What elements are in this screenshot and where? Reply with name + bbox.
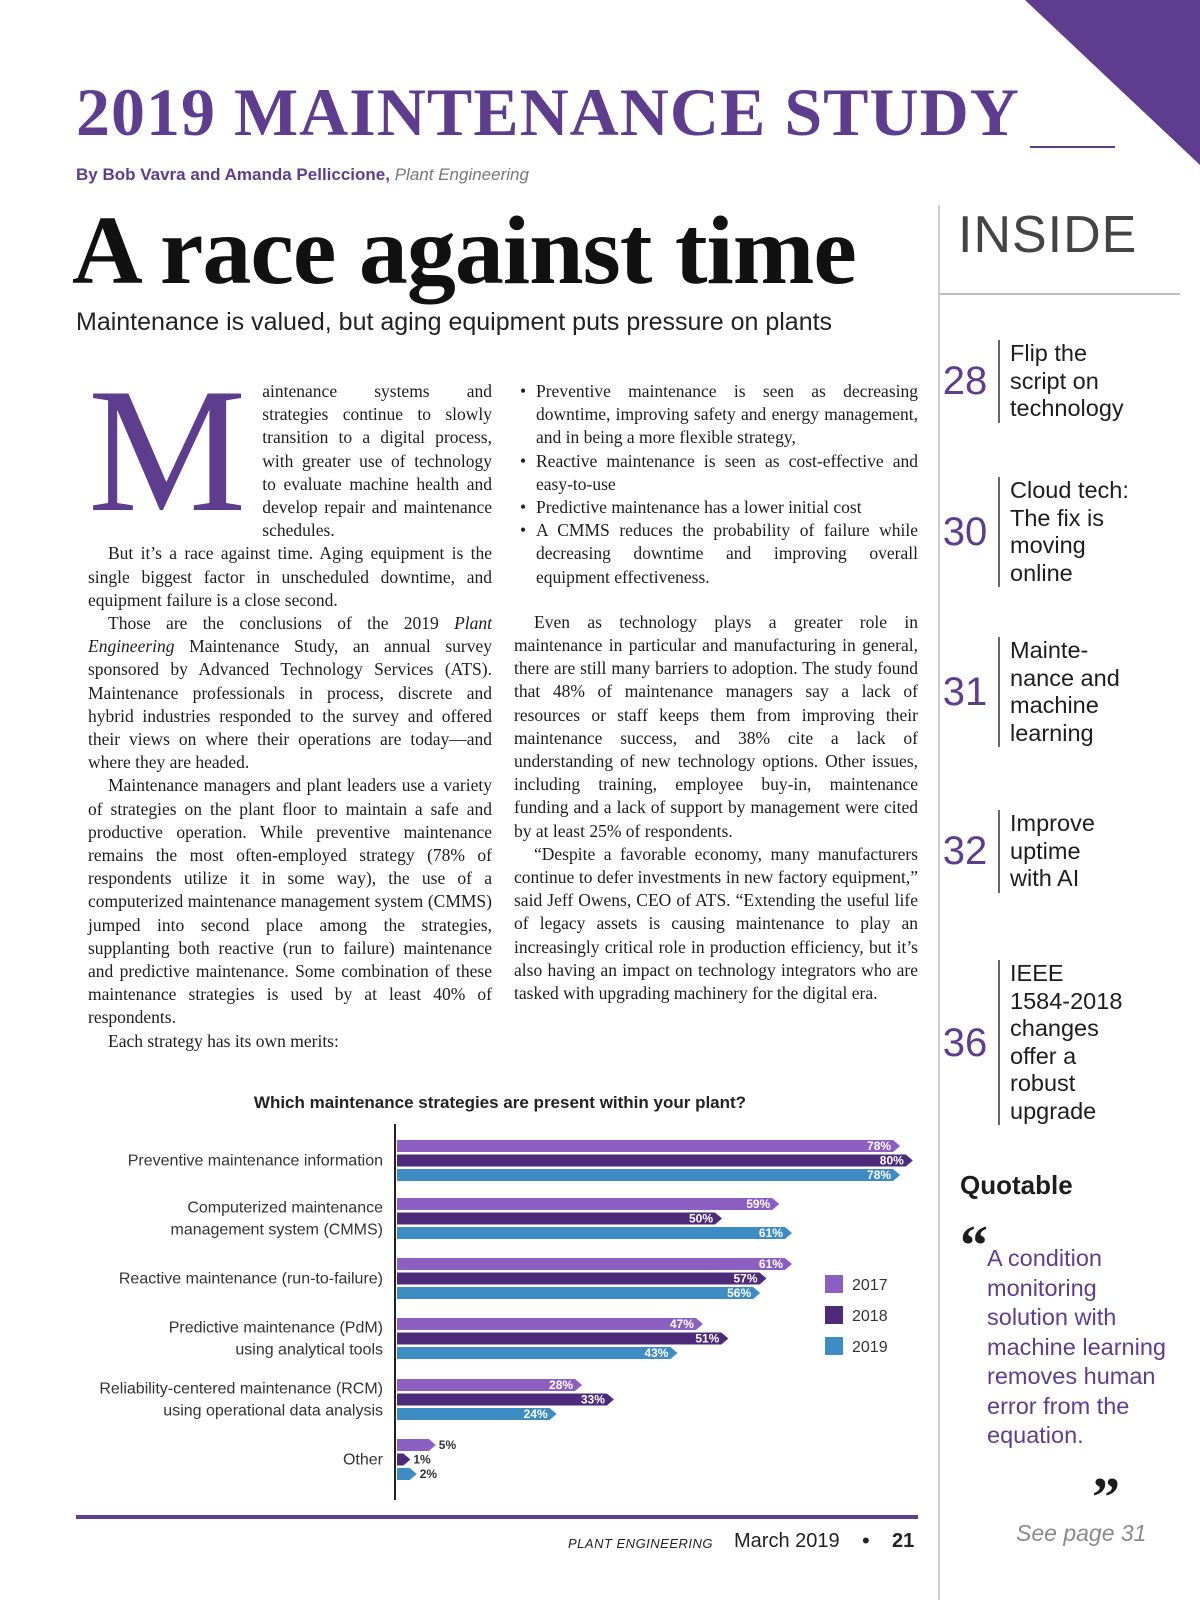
toc-item-page-31 <box>940 637 1190 747</box>
legend-label-2018: 2018 <box>852 1308 888 1325</box>
paragraph-5: Each strategy has its own merits: <box>108 1030 339 1051</box>
merits-list <box>514 380 918 589</box>
inside-rule <box>940 293 1180 295</box>
toc-divider <box>998 810 1000 893</box>
paragraph-1: Maintenance systems and strategies continue to slowly transition to a digital process, with greater use of technology to evaluate machine health and develop repair and maintenance schedules. <box>88 351 492 549</box>
paragraph-3: Those are the conclusions of the 2019 Plant Engineering Maintenance Study, an annual survey sponsored by Advanced Technology Services (ATS). Maintenance professionals in process, discrete and hybrid industries responded to the survey and offered their views on where their operations are today—and where they are headed. <box>88 613 492 773</box>
corner-accent-graphic <box>1025 0 1200 170</box>
footer-date: March 2019 <box>734 1530 840 1552</box>
toc-title: Improve uptime with AI <box>1010 810 1095 891</box>
toc-item-page-36 <box>940 960 1190 1125</box>
bar-2018 <box>397 1273 767 1285</box>
category-label: Computerized maintenance management system (CMMS) <box>170 1199 383 1239</box>
bar-value-label: 61% <box>758 1226 783 1240</box>
toc-item-page-30 <box>940 477 1190 587</box>
bar-value-label: 61% <box>758 1257 783 1271</box>
bar-value-label: 56% <box>727 1286 752 1300</box>
bar-value-label: 24% <box>523 1407 548 1421</box>
bar-value-label: 33% <box>580 1392 605 1407</box>
bar-2018 <box>397 1155 913 1167</box>
toc-page-number: 28 <box>942 359 988 404</box>
deck-subheadline: Maintenance is valued, but aging equipment puts pressure on plants <box>76 308 833 336</box>
list-item: • Reactive maintenance is seen as cost-effective and easy-to-use <box>514 450 918 496</box>
drop-cap: M <box>88 351 247 549</box>
bar-value-label: 5% <box>438 1438 457 1452</box>
legend-swatch-2018 <box>825 1306 843 1324</box>
bar-2019 <box>397 1287 760 1299</box>
bar-value-label: 28% <box>549 1378 574 1392</box>
paragraph-2: But it’s a race against time. Aging equipment is the single biggest factor in unscheduled downtime, and equipment failure is a close second. <box>88 543 492 610</box>
legend-swatch-2017 <box>825 1275 843 1293</box>
bar-value-label: 78% <box>867 1139 892 1153</box>
toc-divider <box>998 637 1000 747</box>
toc-page-number: 31 <box>942 670 988 714</box>
article-column-left <box>88 351 492 1053</box>
paragraph-7: “Despite a favorable economy, many manufacturers continue to defer investments in new factory equipment,” said Jeff Owens, CEO of ATS. “Extending the useful life of legacy assets is causing maintenance to play an increasingly critical role in production efficiency, but it’s also having an impact on technology integrators who are tasked with upgrading machinery for the digital era. <box>514 843 918 1004</box>
category-label: Other <box>342 1451 383 1469</box>
list-item: • Predictive maintenance has a lower initial cost <box>514 496 918 519</box>
category-label: Preventive maintenance information <box>127 1152 383 1170</box>
legend-label-2019: 2019 <box>852 1339 888 1356</box>
list-item: • Preventive maintenance is seen as decreasing downtime, improving safety and energy management, and in being a more flexible strategy, <box>514 380 918 450</box>
paragraph-4: Maintenance managers and plant leaders use a variety of strategies on the plant floor to maintain a safe and productive operation. While preventive maintenance remains the most often-employed strategy (78% of respondents utilize it in some way), the use of a computerized maintenance management system (CMMS) jumped into second place among the strategies, supplanting both reactive (run to failure) maintenance and predictive maintenance. Some combination of these maintenance strategies is used by at least 40% of respondents. <box>88 775 492 1028</box>
toc-title: Flip the script on technology <box>1010 340 1124 421</box>
toc-item-page-28 <box>940 340 1190 423</box>
legend-label-2017: 2017 <box>852 1277 888 1294</box>
quotable-label: Quotable <box>960 1170 1073 1200</box>
list-item: • A CMMS reduces the probability of failure while decreasing downtime and improving overall equipment effectiveness. <box>514 519 918 589</box>
category-label: Reactive maintenance (run-to-failure) <box>118 1270 383 1288</box>
bar-value-label: 43% <box>644 1346 669 1360</box>
bar-2018 <box>397 1333 728 1345</box>
pull-quote: A condition monitoring solution with machine learning removes human error from the equation. <box>987 1245 1166 1448</box>
bar-value-label: 1% <box>413 1452 431 1467</box>
paragraph-6: Even as technology plays a greater role in maintenance in particular and manufacturing in general, there are still many barriers to adoption. The study found that 48% of maintenance managers say a lack of resources or staff keeps them from improving their maintenance success, and 38% cite a lack of understanding of new technology options. Other issues, including training, employee buy-in, maintenance funding and a lack of support by management were cited by at least 25% of respondents. <box>514 611 918 841</box>
footer-page-number: 21 <box>892 1530 915 1552</box>
section-title: 2019 MAINTENANCE STUDY <box>76 74 1020 150</box>
bar-2017 <box>397 1258 792 1270</box>
toc-divider <box>998 960 1000 1125</box>
bar-2019 <box>397 1227 792 1239</box>
chart-bottom-rule <box>76 1515 918 1519</box>
chart-title: Which maintenance strategies are present within your plant? <box>253 1093 747 1112</box>
toc-divider <box>998 340 1000 423</box>
toc-item-page-32 <box>940 810 1190 893</box>
bar-2017 <box>397 1318 703 1330</box>
byline <box>76 165 529 185</box>
open-quote-mark: “ <box>960 1215 988 1277</box>
footer-separator: • <box>862 1528 870 1553</box>
bar-2017 <box>397 1140 900 1152</box>
close-quote-mark: ” <box>1092 1467 1120 1529</box>
bar-2019 <box>397 1468 417 1480</box>
legend-swatch-2019 <box>825 1337 843 1355</box>
bar-value-label: 2% <box>419 1467 438 1481</box>
bar-2018 <box>397 1213 722 1225</box>
footer-magazine: PLANT ENGINEERING <box>568 1536 714 1551</box>
bar-value-label: 50% <box>688 1211 713 1226</box>
bar-value-label: 47% <box>669 1317 694 1331</box>
bar-2018 <box>397 1454 410 1466</box>
toc-title: Mainte- nance and machine learning <box>1010 637 1120 746</box>
article-column-right <box>514 380 918 1005</box>
toc-page-number: 30 <box>942 510 988 554</box>
see-page-reference: See page 31 <box>1016 1520 1147 1546</box>
bar-value-label: 57% <box>733 1271 758 1286</box>
inside-heading: INSIDE <box>958 206 1138 264</box>
byline-publication: Plant Engineering <box>394 165 529 184</box>
bar-2017 <box>397 1198 779 1210</box>
bar-value-label: 80% <box>879 1153 904 1168</box>
bar-value-label: 78% <box>867 1168 892 1182</box>
category-label: Reliability-centered maintenance (RCM) using operational data analysis <box>99 1380 383 1420</box>
bar-2017 <box>397 1439 436 1451</box>
toc-page-number: 32 <box>942 829 988 874</box>
page-footer <box>560 1530 920 1560</box>
headline: A race against time <box>72 197 856 305</box>
toc-divider <box>998 477 1000 587</box>
bar-value-label: 59% <box>746 1197 771 1211</box>
toc-title: Cloud tech: The fix is moving online <box>1010 477 1129 586</box>
bar-2019 <box>397 1169 900 1181</box>
toc-page-number: 36 <box>942 1020 988 1065</box>
bar-value-label: 51% <box>695 1331 720 1346</box>
strategies-bar-chart <box>80 1090 920 1500</box>
category-label: Predictive maintenance (PdM) using analytical tools <box>168 1319 383 1359</box>
bar-2019 <box>397 1347 677 1359</box>
toc-title: IEEE 1584-2018 changes offer a robust upgrade <box>1010 960 1123 1124</box>
title-rule <box>1030 146 1115 148</box>
byline-authors: By Bob Vavra and Amanda Pelliccione, <box>76 165 390 184</box>
